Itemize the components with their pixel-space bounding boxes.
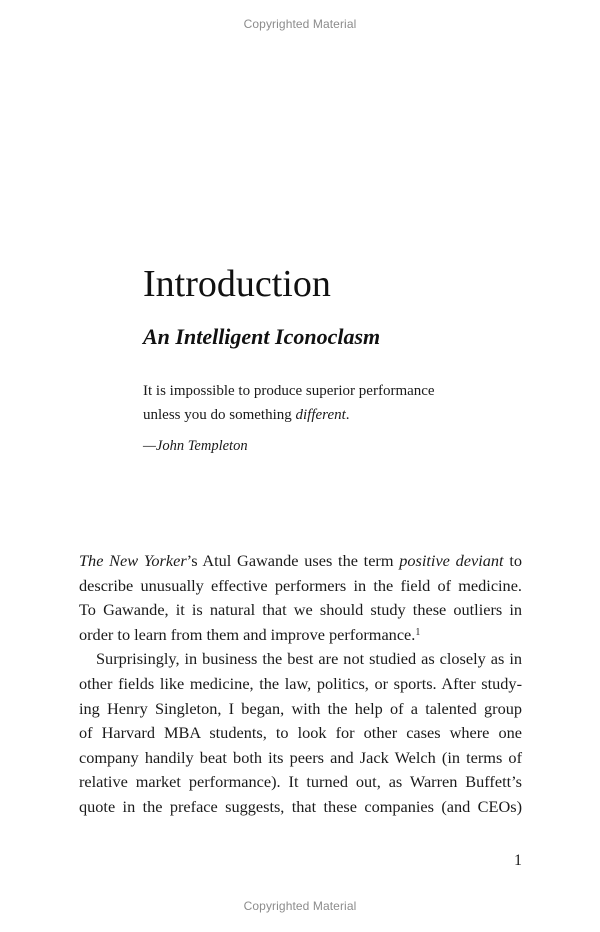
epigraph-line-2-period: . — [345, 407, 350, 423]
body-line: other fields like medicine, the law, politics, or sports. After study- — [79, 673, 522, 693]
body-text-fragment: order to learn from them and improve performance. — [79, 624, 416, 644]
epigraph-line-2-text: unless you do something — [143, 407, 296, 423]
term-emphasis: positive deviant — [399, 551, 504, 570]
epigraph-line-2 — [143, 403, 473, 427]
body-line — [79, 549, 522, 574]
publication-title: The New Yorker — [79, 551, 187, 570]
copyright-watermark-top: Copyrighted Material — [243, 17, 357, 31]
body-line: describe unusually effective performers in the field of medicine. — [79, 575, 522, 595]
body-text — [79, 549, 522, 820]
page-number: 1 — [514, 852, 522, 869]
body-line: Surprisingly, in business the best are not studied as closely as in — [96, 649, 522, 669]
chapter-subtitle: An Intelligent Iconoclasm — [143, 324, 381, 349]
epigraph — [143, 379, 473, 458]
body-line: company handily beat both its peers and Jack Welch (in terms of — [79, 747, 522, 767]
epigraph-emphasis: different — [295, 407, 346, 423]
epigraph-line-1: It is impossible to produce superior performance — [143, 383, 435, 399]
body-line: To Gawande, it is natural that we should study these outliers in — [79, 600, 522, 620]
copyright-watermark-bottom: Copyrighted Material — [243, 899, 357, 913]
body-line: ing Henry Singleton, I began, with the help of a talented group — [79, 698, 522, 718]
footnote-marker[interactable]: 1 — [415, 626, 421, 638]
body-text-fragment: ’s Atul Gawande uses the term — [186, 551, 400, 570]
epigraph-attribution: —John Templeton — [143, 438, 248, 454]
chapter-title: Introduction — [143, 263, 331, 305]
body-line — [79, 623, 522, 648]
body-line: of Harvard MBA students, to look for other cases where one — [79, 723, 522, 743]
body-line: quote in the preface suggests, that these companies (and CEOs) — [79, 796, 522, 816]
body-text-fragment: to — [503, 551, 522, 570]
body-line: relative market performance). It turned out, as Warren Buffett’s — [79, 772, 522, 792]
